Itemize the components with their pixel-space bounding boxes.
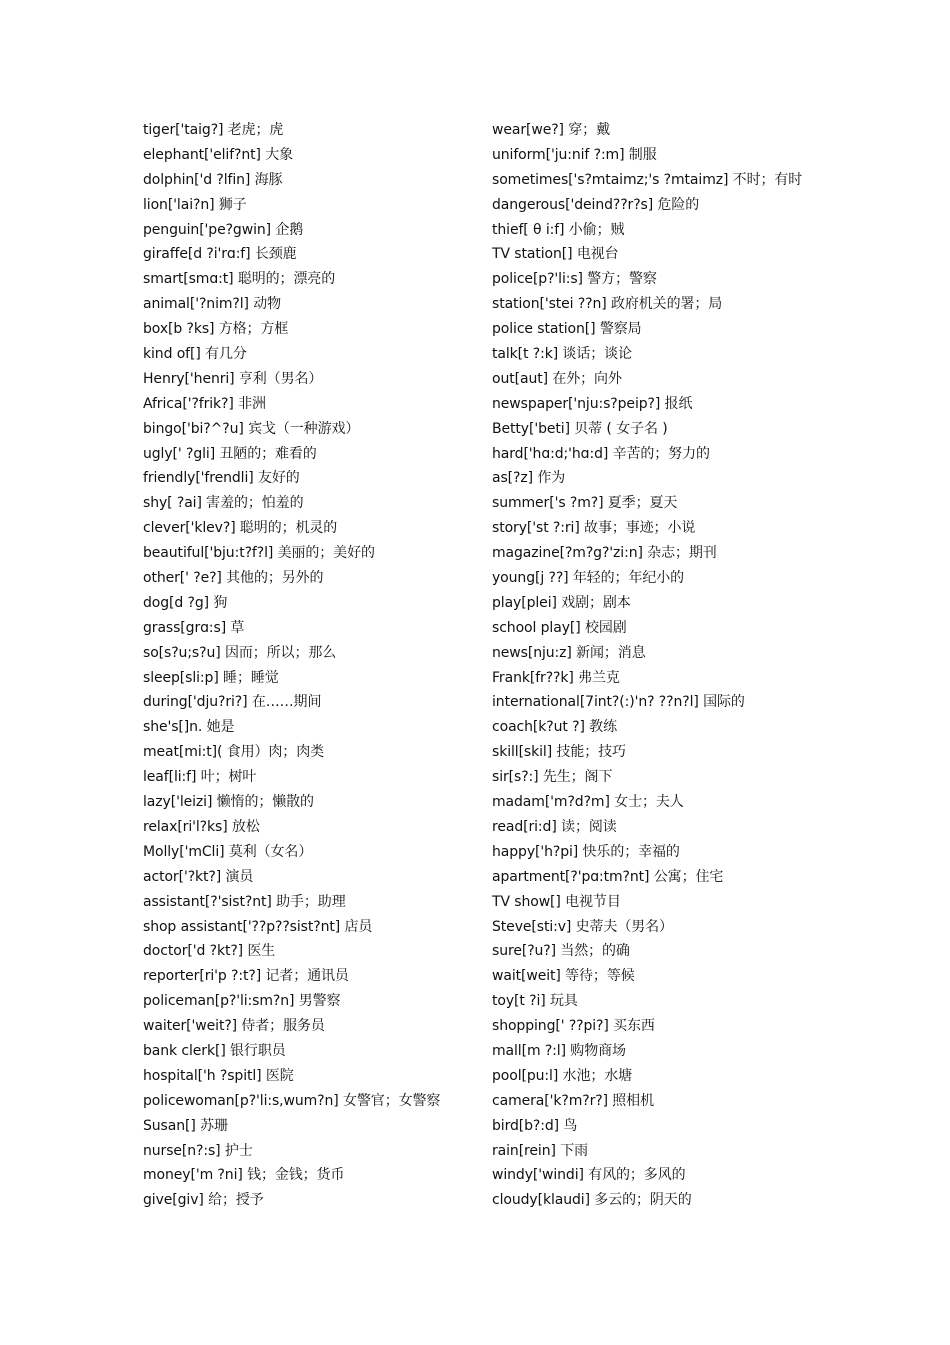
vocabulary-entry: skill[skil] 技能；技巧 (492, 744, 626, 761)
vocabulary-entry: out[aut] 在外；向外 (492, 370, 622, 387)
vocabulary-entry: hospital['h ?spitl] 医院 (143, 1067, 294, 1084)
vocabulary-entry: lazy['leizi] 懒惰的；懒散的 (143, 794, 314, 811)
vocabulary-entry: read[ri:d] 读；阅读 (492, 818, 617, 835)
vocabulary-entry: wait[weit] 等待；等候 (492, 968, 635, 985)
vocabulary-entry: TV station[] 电视台 (492, 246, 619, 263)
vocabulary-entry: bank clerk[] 银行职员 (143, 1042, 286, 1059)
vocabulary-entry: wear[we?] 穿；戴 (492, 122, 610, 138)
vocabulary-entry: as[?z] 作为 (492, 470, 566, 487)
vocabulary-entry: shopping[' ??pi?] 买东西 (492, 1018, 655, 1035)
vocabulary-entry: ugly[' ?gli] 丑陋的；难看的 (143, 445, 317, 462)
vocabulary-entry: tiger['taig?] 老虎；虎 (143, 122, 284, 138)
vocabulary-entry: shy[ ?ai] 害羞的；怕羞的 (143, 495, 304, 512)
vocabulary-entry: Frank[fr??k] 弗兰克 (492, 669, 620, 686)
vocabulary-entry: camera['k?m?r?] 照相机 (492, 1092, 654, 1109)
vocabulary-entry: uniform['ju:nif ?:m] 制服 (492, 146, 657, 163)
vocabulary-entry: police[p?'li:s] 警方；警察 (492, 271, 657, 288)
vocabulary-entry: sometimes['s?mtaimz;'s ?mtaimz] 不时；有时 (492, 171, 803, 188)
vocabulary-entry: station['stei ??n] 政府机关的署；局 (492, 296, 723, 313)
vocabulary-entry: play[plei] 戏剧；剧本 (492, 594, 631, 611)
vocabulary-entry: summer['s ?m?] 夏季；夏天 (492, 495, 678, 512)
vocabulary-entry: cloudy[klaudi] 多云的；阴天的 (492, 1192, 692, 1209)
vocabulary-entry: toy[t ?i] 玩具 (492, 993, 578, 1010)
vocabulary-entry: dangerous['deind??r?s] 危险的 (492, 196, 700, 213)
vocabulary-entry: talk[t ?:k] 谈话；谈论 (492, 346, 632, 363)
vocabulary-entry: lion['lai?n] 狮子 (143, 196, 247, 213)
vocabulary-entry: sure[?u?] 当然；的确 (492, 943, 630, 960)
vocabulary-entry: policewoman[p?'li:s,wum?n] 女警官；女警察 (143, 1092, 441, 1109)
vocabulary-entry: madam['m?d?m] 女士；夫人 (492, 794, 684, 811)
vocabulary-entry: Steve[sti:v] 史蒂夫（男名） (492, 918, 673, 935)
vocabulary-entry: police station[] 警察局 (492, 321, 642, 338)
vocabulary-entry: international[7int?(:)'n? ??n?l] 国际的 (492, 694, 745, 711)
vocabulary-entry: bird[b?:d] 鸟 (492, 1117, 578, 1134)
vocabulary-entry: giraffe[d ?i'rɑ:f] 长颈鹿 (143, 246, 297, 263)
vocabulary-entry: bingo['bi?^?u] 宾戈（一种游戏） (143, 420, 360, 437)
vocabulary-entry: beautiful['bju:t?f?l] 美丽的；美好的 (143, 545, 375, 562)
vocabulary-entry: windy['windi] 有风的；多风的 (492, 1167, 686, 1184)
vocabulary-entry: Molly['mCli] 莫利（女名） (143, 843, 313, 860)
vocabulary-entry: assistant[?'sist?nt] 助手；助理 (143, 893, 346, 910)
vocabulary-entry: reporter[ri'p ?:t?] 记者；通讯员 (143, 968, 349, 985)
vocabulary-entry: meat[mi:t]( 食用）肉；肉类 (143, 744, 324, 761)
vocabulary-entry: Susan[] 苏珊 (143, 1117, 228, 1134)
vocabulary-column-left (143, 120, 473, 1215)
vocabulary-entry: dolphin['d ?lfin] 海豚 (143, 171, 283, 188)
vocabulary-entry: grass[grɑ:s] 草 (143, 619, 245, 636)
vocabulary-entry: mall[m ?:l] 购物商场 (492, 1042, 626, 1059)
vocabulary-column-right (492, 120, 812, 1215)
vocabulary-entry: shop assistant['??p??sist?nt] 店员 (143, 918, 373, 935)
vocabulary-entry: she's[]n. 她是 (143, 719, 235, 736)
vocabulary-entry: during['dju?ri?] 在……期间 (143, 694, 322, 711)
vocabulary-entry: so[s?u;s?u] 因而；所以；那么 (143, 644, 337, 661)
vocabulary-entry: coach[k?ut ?] 教练 (492, 719, 617, 736)
vocabulary-entry: waiter['weit?] 侍者；服务员 (143, 1018, 325, 1035)
vocabulary-entry: other[' ?e?] 其他的；另外的 (143, 570, 324, 587)
vocabulary-entry: give[giv] 给；授予 (143, 1192, 264, 1209)
vocabulary-entry: clever['klev?] 聪明的；机灵的 (143, 520, 338, 537)
vocabulary-entry: apartment[?'pɑ:tm?nt] 公寓；住宅 (492, 868, 724, 885)
vocabulary-entry: nurse[n?:s] 护士 (143, 1142, 253, 1159)
vocabulary-entry: doctor['d ?kt?] 医生 (143, 943, 276, 960)
vocabulary-entry: hard['hɑ:d;'hɑ:d] 辛苦的；努力的 (492, 445, 710, 462)
vocabulary-entry: young[j ??] 年轻的；年纪小的 (492, 570, 685, 587)
vocabulary-entry: Betty['beti] 贝蒂 ( 女子名 ) (492, 420, 668, 437)
vocabulary-entry: actor['?kt?] 演员 (143, 868, 254, 885)
vocabulary-entry: happy['h?pi] 快乐的；幸福的 (492, 843, 680, 860)
vocabulary-entry: TV show[] 电视节目 (492, 893, 621, 910)
vocabulary-entry: box[b ?ks] 方格；方框 (143, 321, 289, 338)
vocabulary-entry: money['m ?ni] 钱；金钱；货币 (143, 1167, 345, 1184)
vocabulary-entry: newspaper['nju:s?peip?] 报纸 (492, 395, 693, 412)
vocabulary-entry: animal['?nim?l] 动物 (143, 296, 282, 313)
vocabulary-entry: magazine[?m?g?'zi:n] 杂志；期刊 (492, 545, 717, 562)
vocabulary-entry: elephant['elif?nt] 大象 (143, 146, 294, 163)
vocabulary-entry: Africa['?frik?] 非洲 (143, 395, 266, 412)
vocabulary-entry: relax[ri'l?ks] 放松 (143, 818, 260, 835)
vocabulary-entry: story['st ?:ri] 故事；事迹；小说 (492, 520, 696, 537)
vocabulary-entry: Henry['henri] 亨利（男名） (143, 370, 323, 387)
vocabulary-entry: friendly['frendli] 友好的 (143, 470, 300, 487)
vocabulary-entry: policeman[p?'li:sm?n] 男警察 (143, 993, 341, 1010)
vocabulary-entry: leaf[li:f] 叶；树叶 (143, 769, 257, 786)
vocabulary-entry: smart[smɑ:t] 聪明的；漂亮的 (143, 271, 336, 288)
vocabulary-entry: dog[d ?g] 狗 (143, 594, 228, 611)
vocabulary-entry: news[nju:z] 新闻；消息 (492, 644, 646, 661)
vocabulary-entry: school play[] 校园剧 (492, 619, 627, 636)
vocabulary-entry: sir[s?:] 先生；阁下 (492, 769, 613, 786)
vocabulary-entry: pool[pu:l] 水池；水塘 (492, 1067, 633, 1084)
vocabulary-entry: rain[rein] 下雨 (492, 1142, 588, 1159)
vocabulary-entry: thief[ θ i:f] 小偷；贼 (492, 221, 625, 238)
vocabulary-entry: sleep[sli:p] 睡；睡觉 (143, 669, 279, 686)
vocabulary-entry: penguin['pe?gwin] 企鹅 (143, 221, 304, 238)
vocabulary-entry: kind of[] 有几分 (143, 346, 247, 363)
